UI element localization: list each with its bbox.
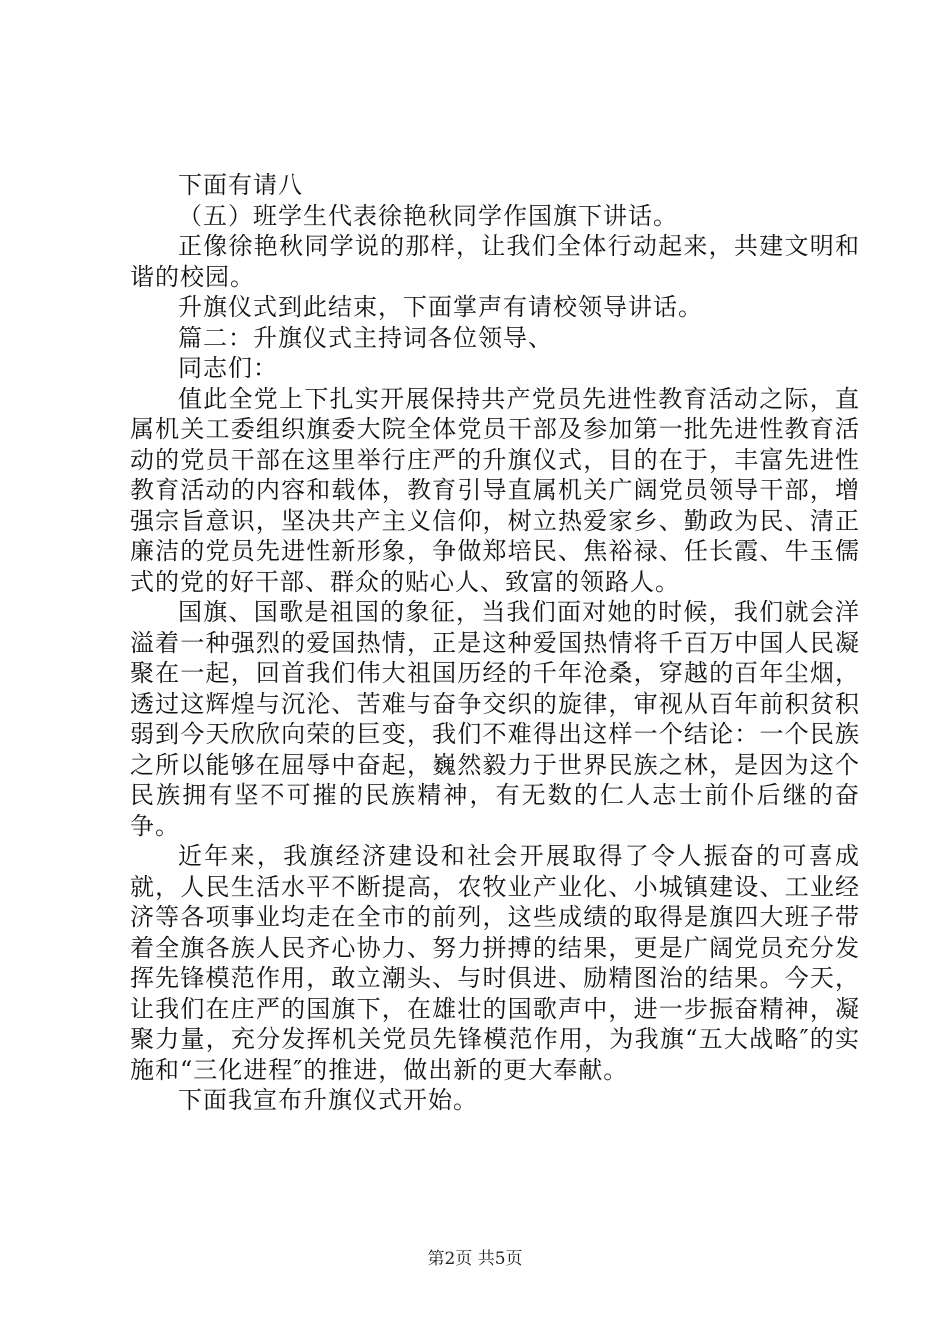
paragraph: （五）班学生代表徐艳秋同学作国旗下讲话。 <box>178 201 678 230</box>
paragraph: 下面有请八 <box>178 171 303 199</box>
paragraph: 国旗、国歌是祖国的象征，当我们面对她的时候，我们就会洋溢着一种强烈的爱国热情，正是这种爱国热情将千百万中国人民凝聚在一起，回首我们伟大祖国历经的千年沧桑，穿越的百年尘烟，透过这辉煌与沉沦、苦难与奋争交织的旋律，审视从百年前积贫积弱到今天欣欣向荣的巨变，我们不难得出这样一个结论：一个民族之所以能够在屈辱中奋起，巍然毅力于世界民族之林，是因为这个民族拥有坚不可摧的民族精神，有无数的仁人志士前仆后继的奋争。 <box>130 598 860 840</box>
paragraph: 下面我宣布升旗仪式开始。 <box>178 1086 478 1114</box>
section-heading: 篇二：升旗仪式主持词各位领导、 <box>178 323 553 352</box>
paragraph: 升旗仪式到此结束，下面掌声有请校领导讲话。 <box>178 293 703 321</box>
paragraph: 正像徐艳秋同学说的那样，让我们全体行动起来，共建文明和谐的校园。 <box>130 232 860 291</box>
page-footer: 第2页 共5页 <box>427 1249 523 1269</box>
paragraph: 值此全党上下扎实开展保持共产党员先进性教育活动之际，直属机关工委组织旗委大院全体党员干部及参加第一批先进性教育活动的党员干部在这里举行庄严的升旗仪式，目的在于，丰富先进性教育活动的内容和载体，教育引导直属机关广阔党员领导干部，增强宗旨意识，坚决共产主义信仰，树立热爱家乡、勤政为民、清正廉洁的党员先进性新形象，争做郑培民、焦裕禄、任长霞、牛玉儒式的党的好干部、群众的贴心人、致富的领路人。 <box>130 384 860 596</box>
salutation: 同志们： <box>178 354 278 382</box>
document-body <box>130 170 860 1116</box>
paragraph: 近年来，我旗经济建设和社会开展取得了令人振奋的可喜成就，人民生活水平不断提高，农牧业产业化、小城镇建设、工业经济等各项事业均走在全市的前列，这些成绩的取得是旗四大班子带着全旗各族人民齐心协力、努力拼搏的结果，更是广阔党员充分发挥先锋模范作用，敢立潮头、与时俱进、励精图治的结果。今天，让我们在庄严的国旗下，在雄壮的国歌声中，进一步振奋精神，凝聚力量，充分发挥机关党员先锋模范作用，为我旗“五大战略″的实施和“三化进程″的推进，做出新的更大奉献。 <box>130 842 860 1084</box>
